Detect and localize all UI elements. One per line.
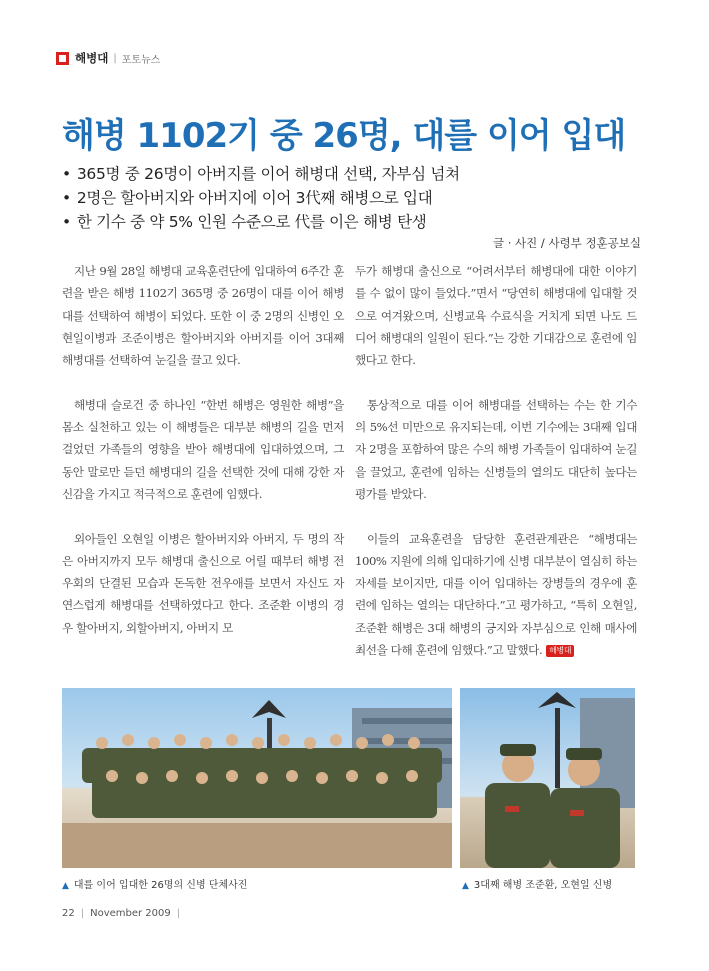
body-paragraph-last — [355, 528, 637, 662]
summary-bullets — [62, 163, 460, 235]
body-paragraph: 해병대 슬로건 중 하나인 “한번 해병은 영원한 해병”을 몸소 실천하고 있는 이 해병들은 대부분 해병의 길을 먼저 걸었던 가족들의 영향을 받아 해병대에 입대하였으며, 그동안 말로만 듣던 해병대의 길을 선택한 것에 대해 강한 자신감을 가지고 적극적으로 훈련에 임했다. — [62, 397, 344, 501]
photo-caption — [62, 876, 247, 891]
subsection-label: 포토뉴스 — [121, 54, 161, 66]
pair-photo — [460, 688, 635, 868]
caption-triangle-icon: ▲ — [62, 881, 69, 891]
page-footer — [62, 908, 186, 919]
group-photo-illustration — [62, 688, 452, 868]
body-paragraph: 통상적으로 대를 이어 해병대를 선택하는 수는 한 기수의 5%선 미만으로 유지되는데, 이번 기수에는 3대째 입대자 2명을 포함하여 많은 수의 해병 가족들이 입대하여 눈길을 끌었고, 훈련에 임하는 신병들의 열의도 대단히 높다는 평가를 받았다. — [355, 397, 637, 501]
body-paragraph-text: 이들의 교육훈련을 담당한 훈련관계관은 “해병대는 100% 지원에 의해 입대하기에 신병 대부분이 열심히 하는 자세를 보이지만, 대를 이어 입대하는 장병들의 경우에 훈련에 임하는 열의는 대단하다.”고 평가하고, “특히 오현일, 조준환 해병은 3대 해병의 긍지와 자부심으로 인해 매사에 최선을 다해 훈련에 임했다.”고 말했다. — [355, 531, 637, 658]
summary-bullet: • 2명은 할아버지와 아버지에 이어 3代째 해병으로 입대 — [62, 187, 460, 211]
section-header — [56, 50, 160, 66]
issue-date: November 2009 — [90, 908, 171, 919]
photo-caption — [462, 876, 612, 891]
pair-photo-illustration — [460, 688, 635, 868]
summary-bullet: • 365명 중 26명이 아버지를 이어 해병대 선택, 자부심 넘쳐 — [62, 163, 460, 187]
end-mark-badge: 해병대 — [546, 645, 574, 657]
body-paragraph: 두가 해병대 출신으로 “어려서부터 해병대에 대한 이야기를 수 없이 많이 들었다.”면서 “당연히 해병대에 입대할 것으로 여겨왔으며, 신병교육 수료식을 거치게 되면 나도 드디어 해병대의 일원이 된다.”는 강한 기대감으로 훈련에 임했다고 한다. — [355, 264, 637, 368]
body-column-left — [62, 260, 344, 639]
footer-divider: | — [176, 908, 181, 919]
caption-triangle-icon: ▲ — [462, 881, 469, 891]
footer-divider: | — [80, 908, 85, 919]
caption-text: 대를 이어 입대한 26명의 신병 단체사진 — [73, 880, 248, 891]
body-column-right — [355, 260, 637, 661]
body-paragraph: 외아들인 오현일 이병은 할아버지와 아버지, 두 명의 작은 아버지까지 모두 해병대 출신으로 어릴 때부터 해병 전우회의 단결된 모습과 돈독한 전우애를 보면서 자신도 자연스럽게 해병대를 선택하였다고 한다. 조준환 이병의 경우 할아버지, 외할아버지, 아버지 모 — [62, 531, 344, 635]
article-title: 해병 1102기 중 26명, 대를 이어 입대 — [62, 116, 626, 156]
body-paragraph: 지난 9월 28일 해병대 교육훈련단에 입대하여 6주간 훈련을 받은 해병 1102기 365명 중 26명이 대를 이어 해병대를 선택하여 해병이 되었다. 또한 이 중 2명의 신병인 오현일이병과 조준이병은 할아버지와 아버지를 이어 3대째 해병대를 선택하여 눈길을 끌고 있다. — [62, 264, 344, 368]
section-label: 해병대 — [75, 51, 109, 65]
section-square-icon — [56, 52, 69, 65]
caption-text: 3대째 해병 조준환, 오현일 신병 — [473, 880, 613, 891]
page-number: 22 — [62, 908, 75, 919]
byline: 글 · 사진 / 사령부 정훈공보실 — [492, 236, 641, 250]
group-photo — [62, 688, 452, 868]
header-divider: | — [113, 52, 117, 64]
summary-bullet: • 한 기수 중 약 5% 인원 수준으로 代를 이은 해병 탄생 — [62, 211, 460, 235]
